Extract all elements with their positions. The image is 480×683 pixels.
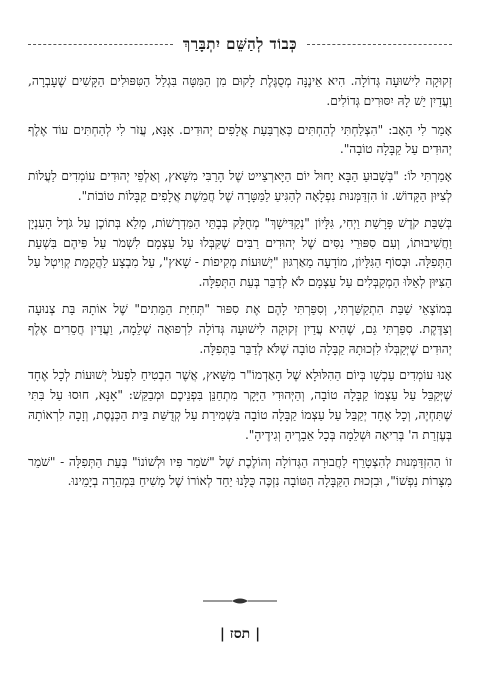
paragraph: אָמַרְתִּי לוֹ: "בְּשָׁבוּעַ הַבָּא יָחוּל יוֹם הַיָּארְצַייט שֶׁל הָרַבִּי מִשָּׁאץ, וְאַלְפֵי יְהוּדִים עוֹמְדִים לַעֲלוֹת לְצִיּוּן הַקָּדוֹשׁ. זוֹ הִזְדַּמְּנוּת נִפְלָאָה לְהַגִּיעַ לַמַּטָּרָה שֶׁל חֲמֵשֶׁת אֲלָפִים קַבָּלוֹת טוֹבוֹת". [28, 169, 452, 203]
ornament-divider-icon [203, 596, 277, 606]
body-text [28, 72, 452, 499]
paragraph: אָמַר לִי הָאָב: "הִצְלַחְתִּי לְהַחְתִּים כְּאַרְבַּעַת אֲלָפִים יְהוּדִים. אָנָּא, עֲזֹר לִי לְהַחְתִּים עוֹד אֶלֶף יְהוּדִים עַל קַבָּלָה טוֹבָה". [28, 122, 452, 157]
header-rule-right [307, 44, 452, 45]
paragraph: בְּשַׁבַּת קֹדֶשׁ פָּרָשַׁת וַיְחִי, גִּלָּיוֹן "נְקַדִּישָׁךְ" מְחֻלָּק בְּבָתֵּי הַמִּדְרָשׁוֹת, מָלֵא בְּתוֹכֶן עַל גֹּדֶל הָעִנְיָן וַחֲשִׁיבוּתוֹ, וְעִם סִפּוּרֵי נִסִּים שֶׁל יְהוּדִים רַבִּים שֶׁקִּבְּלוּ עַל עַצְמָם לִשְׁמֹר עַל פִּיהֶם בִּשְׁעַת הַתְּפִלָּה. וּבְסוֹף הַגִּלָּיוֹן, מוֹדָעָה מֵאַרְגּוּן "יְשׁוּעוֹת מְקִיפוֹת - שָׁאץ", עַל מִבְצָע לַהֲקָמַת קְוִיטְל עַל הַצִּיּוּן לְאֵלּוּ הַמְקַבְּלִים עַל עַצְמָם לֹא לְדַבֵּר בְּעֵת הַתְּפִלָּה. [28, 215, 452, 290]
paragraph: זְקוּקָה לִישׁוּעָה גְּדוֹלָה. הִיא אֵינֶנָּה מְסֻגֶּלֶת לָקוּם מִן הַמִּטָּה בִּגְלַל הַטִּפּוּלִים הַקָּשִׁים שֶׁעָבְרָה, וַעֲדַיִן יֵשׁ לָהּ יִסּוּרִים גְּדוֹלִים. [28, 74, 452, 108]
running-header [28, 34, 452, 54]
document-page [28, 0, 452, 683]
paragraph: זוֹ הַהִזְדַּמְּנוּת לְהִצְטָרֵף לַחֲבוּרָה הַגְּדוֹלָה וְהוֹלֶכֶת שֶׁל "שֹׁמֵר פִּיו וּלְשׁוֹנוֹ" בְּעֵת הַתְּפִלָּה - "שֹׁמֵר מִצָּרוֹת נַפְשׁוֹ", וּבִזְכוּת הַקַּבָּלָה הַטּוֹבָה נִזְכֶּה כֻּלָּנוּ יַחַד לְאוֹרוֹ שֶׁל מָשִׁיחַ בִּמְהֵרָה בְיָמֵינוּ. [28, 454, 452, 489]
page-number: | תסז | [219, 626, 261, 642]
paragraph: בְּמוֹצָאֵי שַׁבַּת הִתְקַשַּׁרְתִּי, וְסִפַּרְתִּי לָהֶם אֶת סִפּוּר "תְּחִיַּת הַמֵּתִים" שֶׁל אוֹתָהּ בַּת צְנוּעָה וְצַדֶּקֶת. סִפַּרְתִּי גַּם, שֶׁהִיא עֲדַיִן זְקוּקָה לִישׁוּעָה גְּדוֹלָה לִרְפוּאָה שְׁלֵמָה, וַעֲדַיִן חֲסֵרִים אֶלֶף יְהוּדִים שֶׁיְּקַבְּלוּ לִזְכוּתָהּ קַבָּלָה טוֹבָה שֶׁלֹּא לְדַבֵּר בַּתְּפִלָּה. [28, 301, 452, 356]
running-header-title: כְּבוֹד לְהַשֵּׁם יִתְבָּרַךְ [182, 34, 298, 53]
paragraph: אָנוּ עוֹמְדִים עַכְשָׁו בְּיוֹם הַהִלּוּלָא שֶׁל הָאַדְמוֹ"ר מִשָּׁאץ, אֲשֶׁר הִבְטִיחַ לִפְעֹל יְשׁוּעוֹת לְכָל אֶחָד שֶׁיְּקַבֵּל עַל עַצְמוֹ קַבָּלָה טוֹבָה, וְהַיְּהוּדִי הַיָּקָר מִתְחַנֵּן בִּפְנֵיכֶם וּמְבַקֵּשׁ: "אָנָּא, חוּסוּ עַל בִּתִּי שֶׁתִּחְיֶה, וְכָל אֶחָד יְקַבֵּל עַל עַצְמוֹ קַבָּלָה טוֹבָה בִּשְׁמִירַת עַל קְדֻשַּׁת בֵּית הַכְּנֶסֶת, וְזָכָה לִרְאוֹתָהּ בְּעֶזְרַת ה' בְּרִיאָה וּשְׁלֵמָה בְּכָל אֵבָרֶיהָ וְגִידֶיהָ". [28, 368, 452, 442]
header-rule-left [28, 44, 173, 45]
